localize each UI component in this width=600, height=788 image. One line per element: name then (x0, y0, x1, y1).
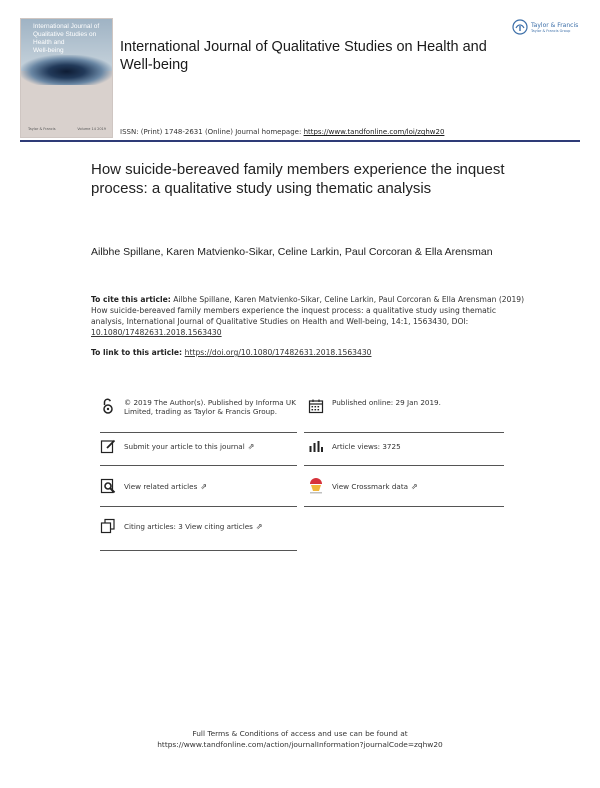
citation-text: Ailbhe Spillane, Karen Matvienko-Sikar, Celine Larkin, Paul Corcoran & Ella Arensman (2019) How suicide-bereaved family members experience the inquest process: a qualitative study using thematic analysis, International Journal of Qualitative Studies on Health and Well-being, 14:1, 1563430, DOI: (91, 295, 525, 326)
journal-cover (20, 18, 113, 138)
publisher-logo[interactable] (512, 17, 588, 37)
cover-footer: Taylor & Francis Volume 14 2019 (28, 127, 106, 131)
cover-title: International Journal of Qualitative Studies on Health and Well-being (33, 23, 100, 54)
external-link-icon: ⇗ (200, 482, 208, 491)
divider (304, 432, 504, 433)
publisher-name: Taylor & Francis (531, 21, 579, 29)
link-label: To link to this article: (91, 348, 185, 357)
license-info[interactable]: © 2019 The Author(s). Published by Informa UK Limited, trading as Taylor & Francis Group. (100, 398, 300, 416)
bar-chart-icon (308, 438, 324, 454)
journal-title: International Journal of Qualitative Studies on Health and Well-being (120, 39, 487, 73)
divider (304, 506, 504, 507)
divider (100, 465, 297, 466)
citing-articles-link[interactable]: Citing articles: 3 View citing articles ⇗ (100, 518, 300, 534)
external-link-icon: ⇗ (247, 442, 255, 451)
article-authors: Ailbhe Spillane, Karen Matvienko-Sikar, Celine Larkin, Paul Corcoran & Ella Arensman (91, 246, 493, 258)
article-title: How suicide-bereaved family members experience the inquest process: a qualitative study using thematic analysis (91, 161, 505, 197)
terms-footer: Full Terms & Conditions of access and use can be found at https://www.tandfonline.com/action/journalInformation?journalCode=zqhw20 (0, 728, 600, 750)
divider (100, 432, 297, 433)
divider (304, 465, 504, 466)
doi-link[interactable]: 10.1080/17482631.2018.1563430 (91, 328, 222, 337)
citation-block (91, 294, 531, 338)
taylor-francis-logo-icon (512, 19, 528, 35)
external-link-icon: ⇗ (255, 522, 263, 531)
issn-line: ISSN: (Print) 1748-2631 (Online) Journal homepage: https://www.tandfonline.com/loi/zqhw20 (120, 128, 445, 136)
submit-article-link[interactable]: Submit your article to this journal ⇗ (100, 438, 300, 454)
edit-icon (100, 438, 116, 454)
crossmark-icon (308, 478, 324, 494)
journal-homepage-link[interactable]: https://www.tandfonline.com/loi/zqhw20 (303, 128, 445, 136)
citing-articles-icon (100, 518, 116, 534)
article-link-line (91, 348, 531, 357)
terms-link[interactable]: https://www.tandfonline.com/action/journalInformation?journalCode=zqhw20 (157, 740, 443, 749)
external-link-icon: ⇗ (411, 482, 418, 491)
divider (100, 550, 297, 551)
divider (100, 506, 297, 507)
article-views: Article views: 3725 (308, 438, 508, 454)
calendar-icon (308, 398, 324, 414)
published-info: Published online: 29 Jan 2019. (308, 398, 528, 414)
related-articles-link[interactable]: View related articles ⇗ (100, 478, 300, 494)
header-divider (20, 140, 580, 142)
publisher-sub: Taylor & Francis Group (531, 28, 571, 33)
related-articles-icon (100, 478, 116, 494)
open-access-icon (100, 398, 116, 414)
crossmark-link[interactable]: View Crossmark data ⇗ (308, 478, 508, 494)
article-doi-url[interactable]: https://doi.org/10.1080/17482631.2018.1563430 (184, 348, 372, 357)
citation-label: To cite this article: (91, 295, 171, 304)
